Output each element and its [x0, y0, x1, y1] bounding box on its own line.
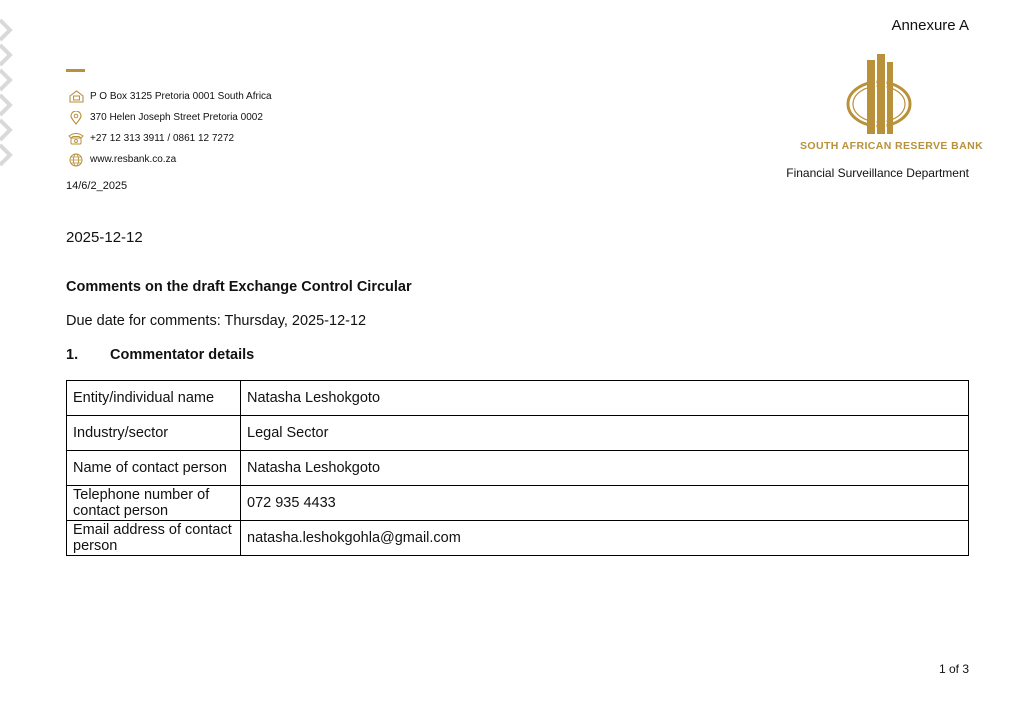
contact-person-value: Natasha Leshokgoto	[241, 451, 969, 486]
mailbox-icon	[67, 90, 85, 104]
contact-website	[67, 149, 272, 170]
section-title-text: Commentator details	[110, 347, 255, 363]
telephone-icon	[67, 132, 85, 146]
table-row	[67, 416, 969, 451]
contact-street-text: 370 Helen Joseph Street Pretoria 0002	[90, 112, 263, 123]
department-name: Financial Surveillance Department	[786, 166, 969, 180]
bank-name: SOUTH AFRICAN RESERVE BANK	[800, 140, 984, 152]
email-label: Email address of contact person	[67, 521, 241, 556]
industry-value: Legal Sector	[241, 416, 969, 451]
document-heading: Comments on the draft Exchange Control Circular	[66, 279, 412, 295]
table-row	[67, 381, 969, 416]
contact-street	[67, 107, 272, 128]
bank-logo	[800, 52, 984, 152]
section-title	[66, 347, 254, 363]
contact-postal	[67, 86, 272, 107]
globe-icon	[67, 153, 85, 167]
location-pin-icon	[67, 111, 85, 125]
contact-website-text: www.resbank.co.za	[90, 154, 177, 165]
telephone-label: Telephone number of contact person	[67, 486, 241, 521]
reference-number: 14/6/2_2025	[66, 180, 128, 192]
section-number: 1.	[66, 347, 79, 363]
due-date: Due date for comments: Thursday, 2025-12-12	[66, 313, 367, 329]
table-row	[67, 451, 969, 486]
industry-label: Industry/sector	[67, 416, 241, 451]
decorative-edge-pattern	[0, 0, 14, 170]
annexure-label: Annexure A	[891, 17, 969, 34]
contact-phone-text: +27 12 313 3911 / 0861 12 7272	[90, 133, 235, 144]
gold-accent-bar	[66, 69, 85, 72]
entity-name-value: Natasha Leshokgoto	[241, 381, 969, 416]
contact-phone	[67, 128, 272, 149]
page-number: 1 of 3	[938, 662, 969, 676]
document-date: 2025-12-12	[66, 229, 143, 246]
bank-emblem-icon	[844, 52, 914, 136]
telephone-value: 072 935 4433	[241, 486, 969, 521]
email-value: natasha.leshokgohla@gmail.com	[241, 521, 969, 556]
commentator-details-table	[66, 380, 969, 556]
contact-postal-text: P O Box 3125 Pretoria 0001 South Africa	[90, 91, 272, 102]
contact-block	[67, 86, 272, 170]
table-row	[67, 521, 969, 556]
table-row	[67, 486, 969, 521]
contact-person-label: Name of contact person	[67, 451, 241, 486]
entity-name-label: Entity/individual name	[67, 381, 241, 416]
